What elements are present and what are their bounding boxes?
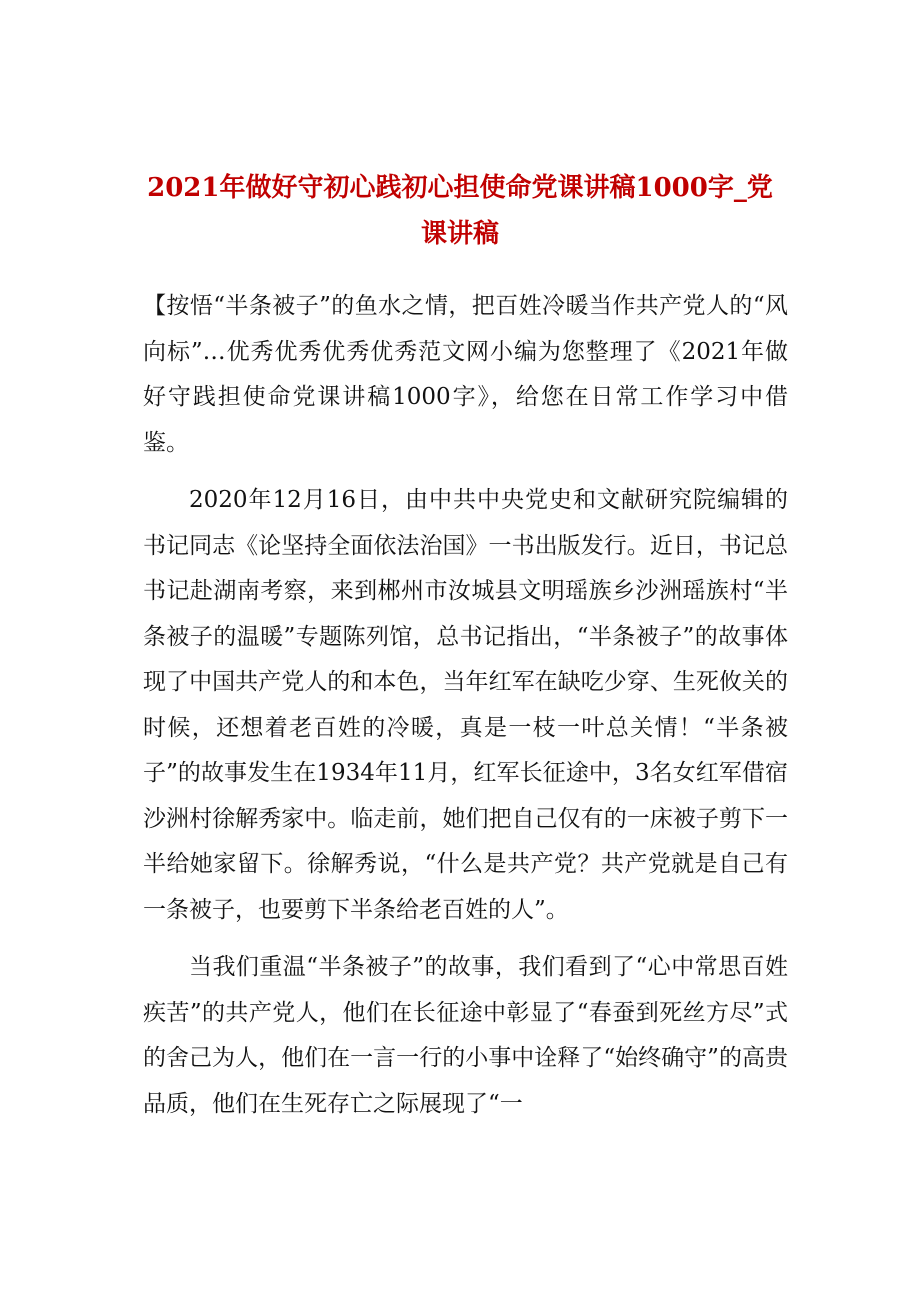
- paragraph-story: 2020年12月16日，由中共中央党史和文献研究院编辑的书记同志《论坚持全面依法治国》一书出版发行。近日，书记总书记赴湖南考察，来到郴州市汝城县文明瑶族乡沙洲瑶族村“半条被子的温暖”专题陈列馆，总书记指出，“半条被子”的故事体现了中国共产党人的和本色，当年红军在缺吃少穿、生死攸关的时候，还想着老百姓的冷暖，真是一枝一叶总关情！“半条被子”的故事发生在1934年11月，红军长征途中，3名女红军借宿沙洲村徐解秀家中。临走前，她们把自己仅有的一床被子剪下一半给她家留下。徐解秀说，“什么是共产党？共产党就是自己有一条被子，也要剪下半条给老百姓的人”。: [143, 487, 788, 923]
- document-body: [143, 284, 788, 1139]
- paragraph-intro: 【按悟“半条被子”的鱼水之情，把百姓冷暖当作共产党人的“风向标”…优秀优秀优秀优秀范文网小编为您整理了《2021年做好守践担使命党课讲稿1000字》，给您在日常工作学习中借鉴。: [143, 293, 788, 456]
- paragraph-reflection: 当我们重温“半条被子”的故事，我们看到了“心中常思百姓疾苦”的共产党人，他们在长征途中彰显了“春蚕到死丝方尽”式的舍己为人，他们在一言一行的小事中诠释了“始终确守”的高贵品质，他们在生死存亡之际展现了“一: [143, 954, 788, 1117]
- document-title: 2021年做好守初心践初心担使命党课讲稿1000字_党课讲稿: [147, 173, 773, 249]
